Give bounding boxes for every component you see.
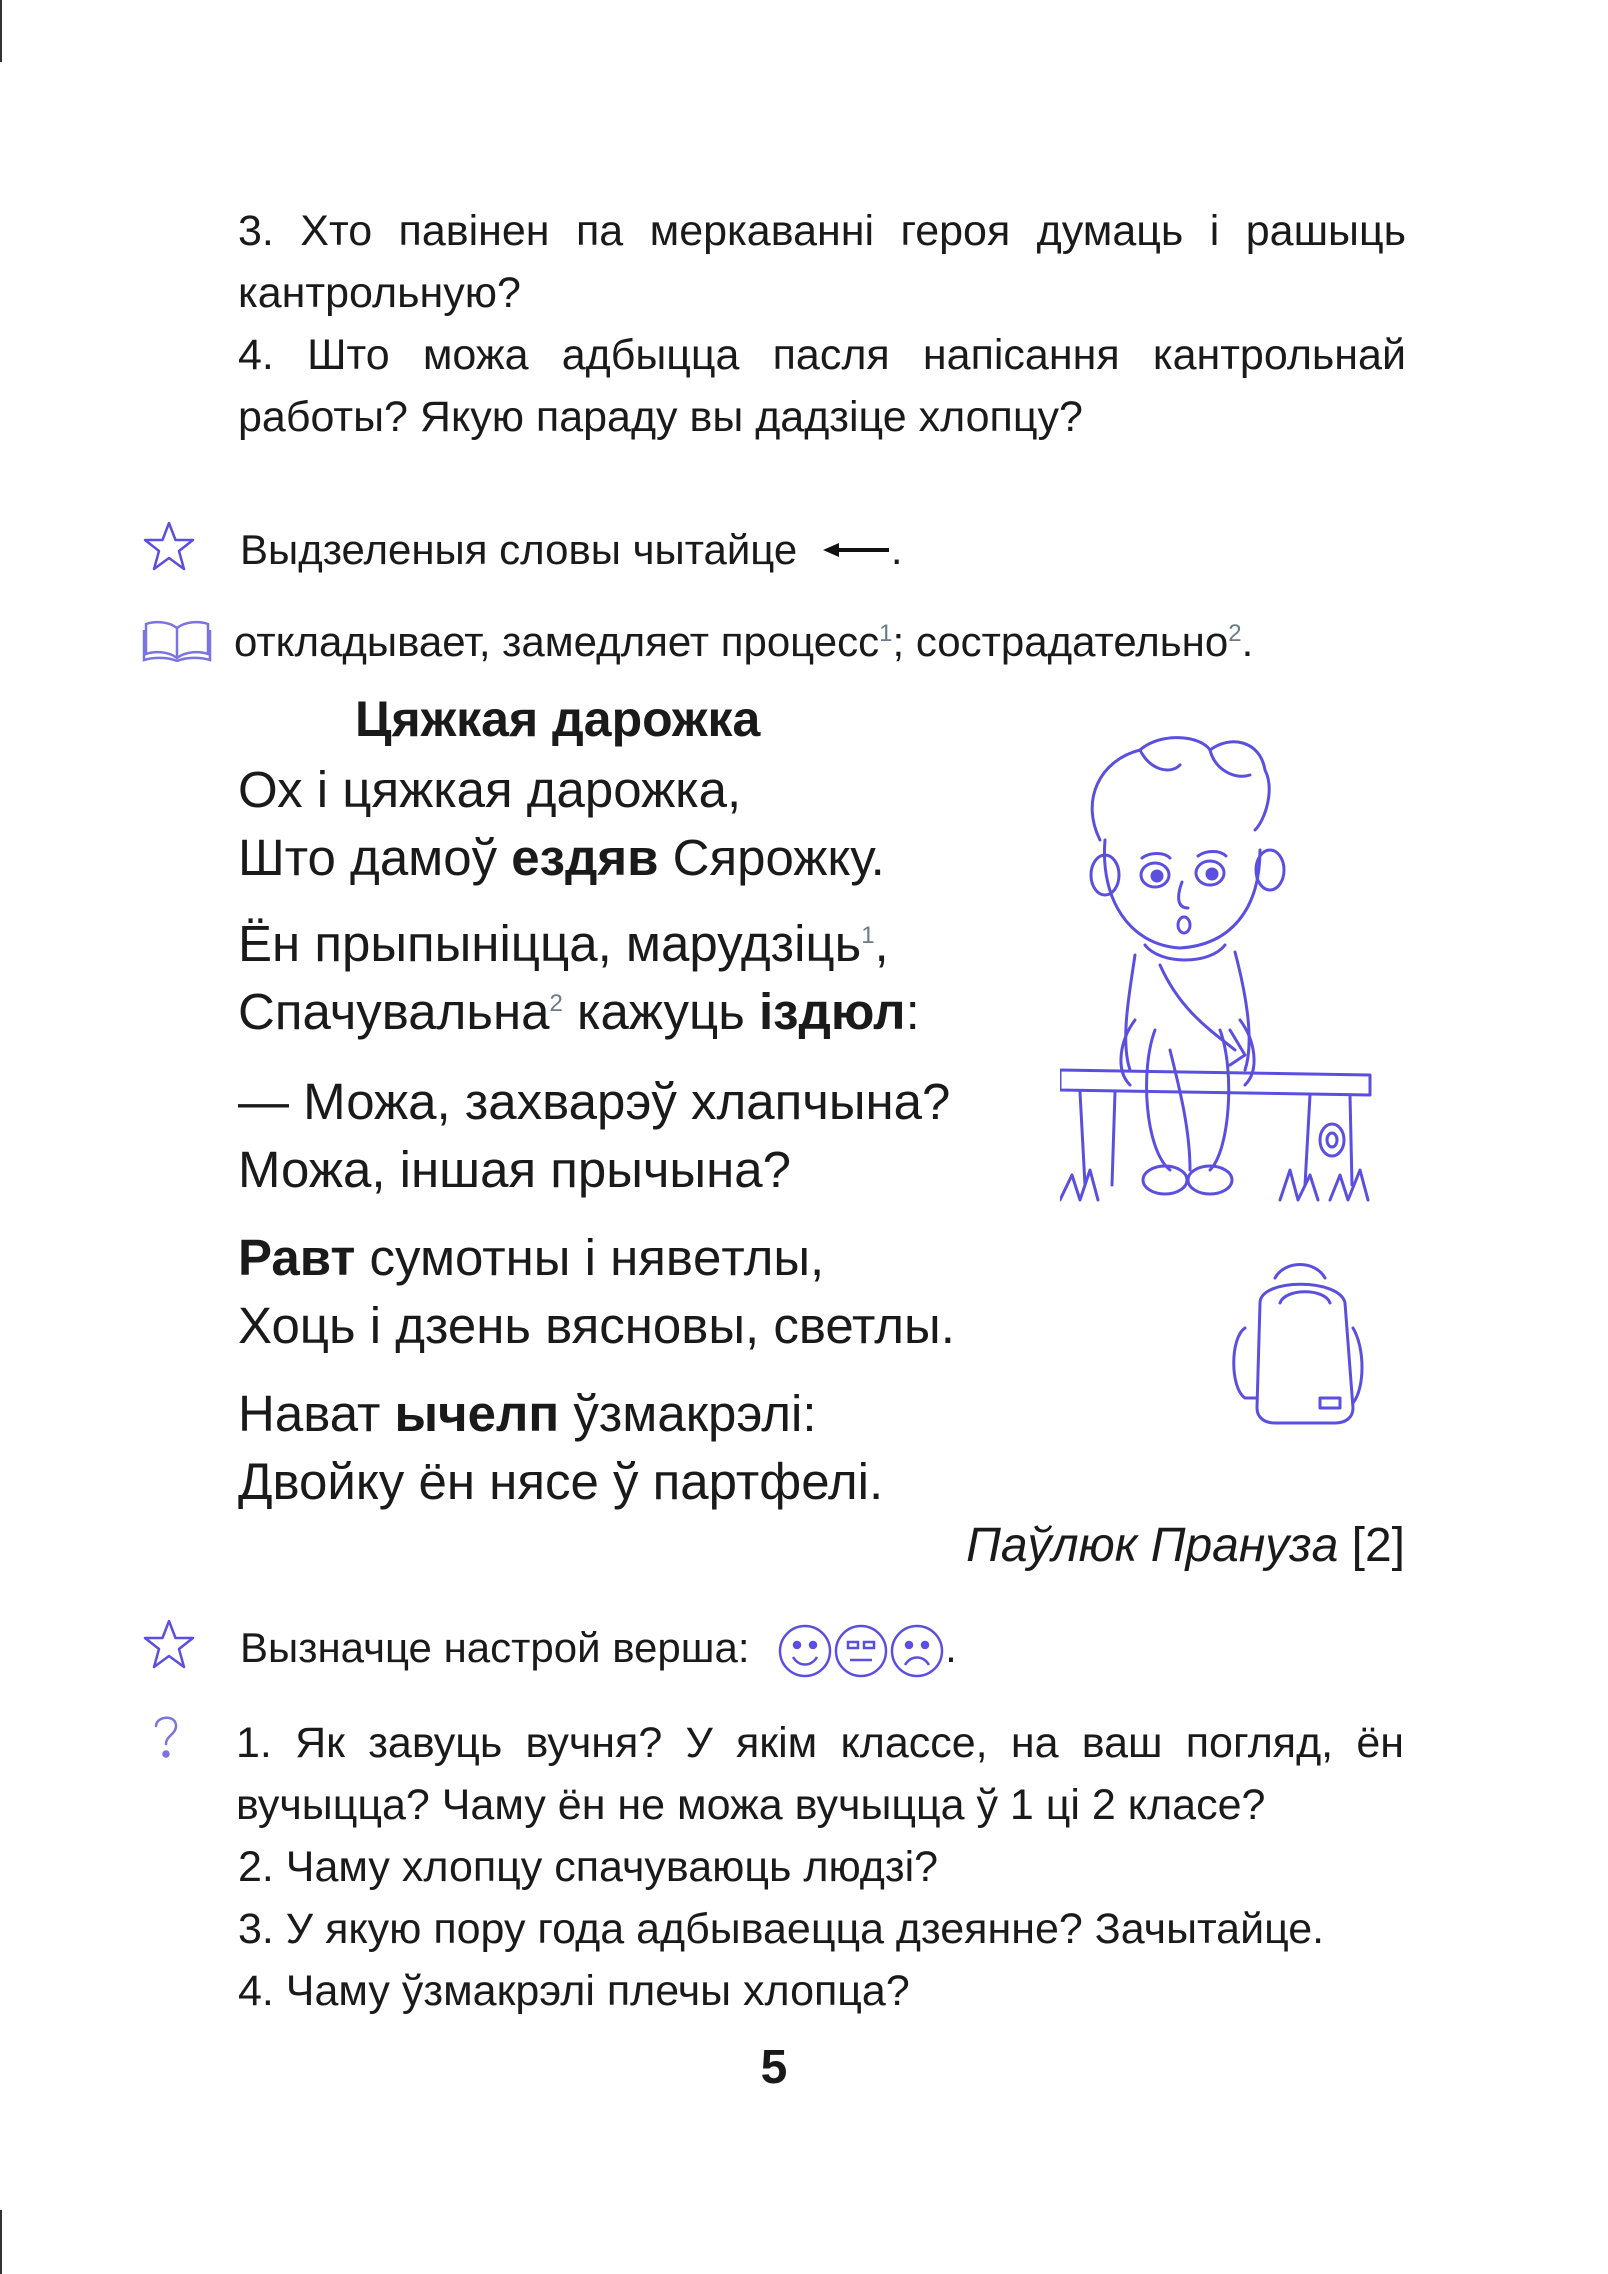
neutral-face-icon xyxy=(833,1623,889,1679)
crop-mark xyxy=(0,2210,2,2274)
task-text: Вызначце настрой верша: xyxy=(240,1624,750,1671)
task-mood xyxy=(240,1618,957,1679)
task-read-reverse xyxy=(240,520,903,580)
poem-text: ўзмакрэлі: xyxy=(559,1385,817,1442)
poem-text: : xyxy=(905,983,920,1040)
top-question: 4. Што можа адбыцца пасля напісання кантрольнай работы? Якую параду вы дадзіце хлопцу? xyxy=(238,331,1406,441)
poem-line xyxy=(238,1380,883,1448)
poem-line xyxy=(238,910,920,978)
glossary-end: . xyxy=(1241,618,1254,665)
poem-line xyxy=(238,824,885,892)
poem-text: Спачувальна xyxy=(238,983,550,1040)
author-name: Паўлюк Пранузa xyxy=(966,1519,1339,1572)
poem-line: Можа, іншая прычына? xyxy=(238,1141,791,1198)
poem-text: Сярожку. xyxy=(658,829,885,886)
footnote-mark: 2 xyxy=(549,990,563,1017)
poem-stanza xyxy=(238,1068,950,1204)
glossary-text: откладывает, замедляет процесс xyxy=(234,618,880,665)
poem-stanza xyxy=(238,1380,883,1516)
question-mark-icon xyxy=(148,1712,184,1762)
star-icon xyxy=(142,1618,196,1672)
poem-line xyxy=(238,1224,955,1292)
poem-line xyxy=(238,978,920,1046)
top-question: 3. Хто павінен па меркаванні героя думаць і рашыць кантрольную? xyxy=(238,207,1406,317)
crop-mark xyxy=(0,0,2,62)
backpack-illustration xyxy=(1225,1258,1385,1428)
open-book-icon xyxy=(142,618,212,662)
reference: [2] xyxy=(1338,1519,1405,1572)
poem-line: Двойку ён нясе ў партфелі. xyxy=(238,1453,884,1510)
question-item: 1. Як завуць вучня? У якім классе, на ваш погляд, ён вучыцца? Чаму ён не можа вучыцца ў 1 ці 2 класе? xyxy=(236,1719,1404,1829)
sad-face-icon xyxy=(889,1623,945,1679)
poem-line: Ох і цяжкая дарожка, xyxy=(238,761,742,818)
poem-text: сумотны і нявeтлы, xyxy=(355,1229,825,1286)
question-item: 3. У якую пору года адбываецца дзеянне? Зачытайце. xyxy=(238,1905,1325,1953)
glossary-text: ; сострадательно xyxy=(892,618,1229,665)
reversed-word: ездяв xyxy=(511,829,659,886)
poem-line: — Можа, захварэў хлапчына? xyxy=(238,1073,951,1130)
question-item: 2. Чаму хлопцу спачуваюць людзі? xyxy=(238,1843,939,1891)
glossary xyxy=(234,612,1253,672)
poem-text: , xyxy=(874,915,889,972)
poem-stanza xyxy=(238,1224,955,1360)
task-text: Выдзеленыя словы чытайце xyxy=(240,526,798,573)
poem-text: кажуць xyxy=(562,983,759,1040)
poem-text: Нават xyxy=(238,1385,395,1442)
footnote-mark: 1 xyxy=(879,620,893,647)
poem-title: Цяжкая дарожка xyxy=(355,691,761,747)
reversed-word: ычелп xyxy=(394,1385,560,1442)
poem-author xyxy=(966,1518,1405,1573)
poem-line: Хоць і дзень вясновы, светлы. xyxy=(238,1297,955,1354)
task-end: . xyxy=(890,526,903,573)
star-icon xyxy=(142,520,196,574)
poem-text: Што дамоў xyxy=(238,829,512,886)
footnote-mark: 2 xyxy=(1228,620,1242,647)
reversed-word: Равт xyxy=(238,1229,356,1286)
page-number: 5 xyxy=(760,2041,788,2094)
left-arrow-icon xyxy=(821,516,891,536)
reversed-word: іздюл xyxy=(758,983,906,1040)
task-end: . xyxy=(945,1624,957,1671)
footnote-mark: 1 xyxy=(861,922,875,949)
question-item: 4. Чаму ўзмакрэлі плечы хлопца? xyxy=(238,1967,910,2015)
poem-stanza xyxy=(238,756,885,892)
smiling-face-icon xyxy=(777,1623,833,1679)
boy-on-bench-illustration xyxy=(1060,730,1380,1210)
poem-text: Ён прыпыніцца, марудзіць xyxy=(238,915,862,972)
poem-stanza xyxy=(238,910,920,1046)
